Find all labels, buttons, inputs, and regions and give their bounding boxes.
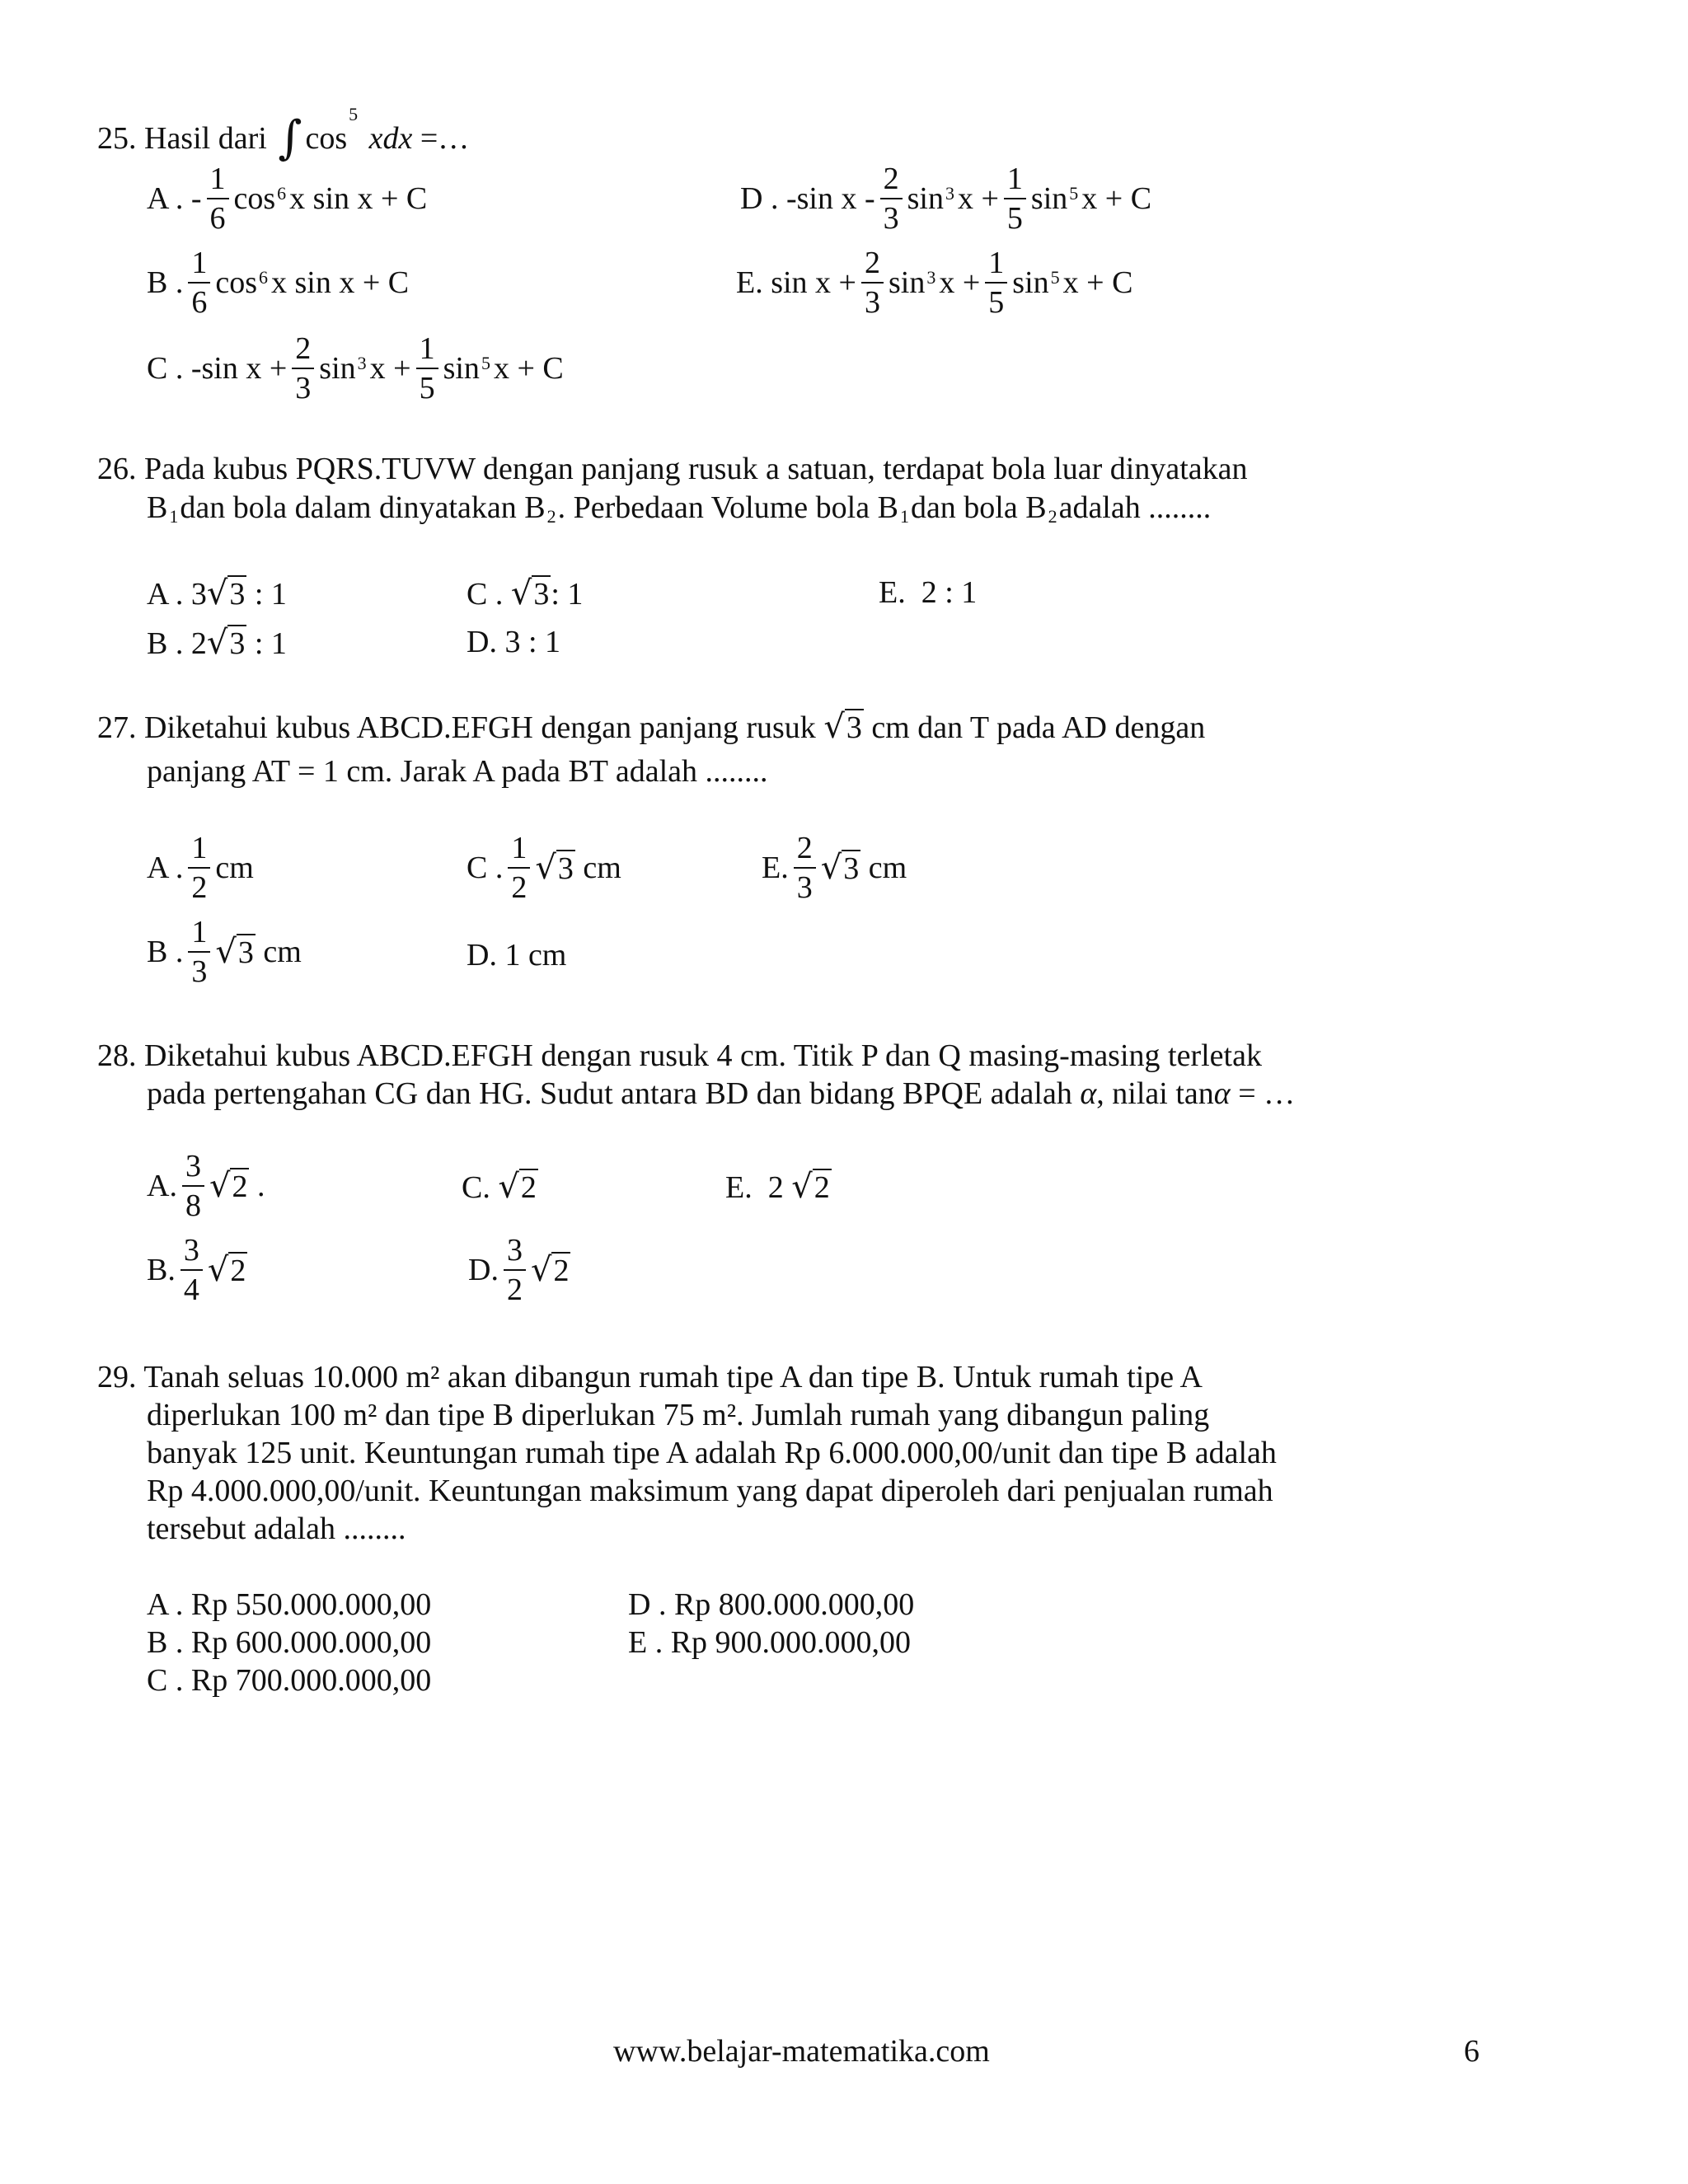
subscript: 1 <box>899 506 909 527</box>
question-29-line5: tersebut adalah ........ <box>147 1511 406 1546</box>
numerator: 1 <box>188 832 210 869</box>
option-28-b <box>147 1235 247 1305</box>
exponent: 6 <box>277 183 287 204</box>
option-label: D . -sin x - <box>740 181 875 216</box>
question-number: 27. <box>97 710 137 745</box>
exponent: 5 <box>1050 267 1060 288</box>
square-root: √3 <box>535 849 574 887</box>
function-name: sin <box>1012 265 1049 300</box>
option-tail: cm <box>263 935 302 969</box>
option-label: C . -sin x + <box>147 351 288 386</box>
option-29-c: C . Rp 700.000.000,00 <box>147 1663 432 1698</box>
question-27-line2: panjang AT = 1 cm. Jarak A pada BT adalah ........ <box>147 754 768 789</box>
question-29-line4: Rp 4.000.000,00/unit. Keuntungan maksimum yang dapat diperoleh dari penjualan rumah <box>147 1474 1273 1508</box>
option-label: A . - <box>147 181 202 216</box>
function-name: cos <box>233 181 276 216</box>
radicand: 3 <box>843 851 860 886</box>
fraction <box>181 1235 203 1305</box>
option-label: E. 2 <box>725 1170 784 1205</box>
stem-text: Diketahui kubus ABCD.EFGH dengan panjang rusuk <box>144 710 816 745</box>
denominator: 3 <box>796 870 813 905</box>
option-mid: x + <box>369 351 411 386</box>
subscript: 2 <box>546 506 556 527</box>
square-root: √2 <box>530 1251 570 1289</box>
stem-text: Diketahui kubus ABCD.EFGH dengan rusuk 4 cm. Titik P dan Q masing-masing terletak <box>144 1038 1262 1073</box>
option-label: B . 2 <box>147 626 207 661</box>
option-29-d: D . Rp 800.000.000,00 <box>628 1587 915 1622</box>
option-28-d <box>468 1235 570 1305</box>
question-29-line2: diperlukan 100 m² dan tipe B diperlukan 75 m². Jumlah rumah yang dibangun paling <box>147 1398 1210 1432</box>
option-tail: . <box>256 1169 265 1203</box>
integral-sign: ∫ <box>278 111 302 165</box>
question-number: 25. <box>97 121 137 156</box>
option-label: D. <box>468 1253 499 1287</box>
option-tail: x + C <box>493 351 564 386</box>
option-tail: x + C <box>1062 265 1133 300</box>
numerator: 1 <box>985 247 1007 284</box>
stem-text: , nilai tan <box>1096 1076 1214 1111</box>
function-name: sin <box>889 265 926 300</box>
option-27-d: D. 1 cm <box>467 938 567 972</box>
fraction <box>985 247 1007 318</box>
square-root: √3 <box>206 624 246 662</box>
option-26-c <box>467 574 584 612</box>
numerator: 2 <box>292 333 314 369</box>
fraction <box>880 163 903 234</box>
numerator: 1 <box>207 163 229 199</box>
denominator: 6 <box>209 201 226 236</box>
option-29-e: E . Rp 900.000.000,00 <box>628 1625 912 1660</box>
option-27-a <box>147 832 254 903</box>
function-name: sin <box>1030 181 1068 216</box>
option-tail: : 1 <box>551 577 584 612</box>
alpha-symbol: α <box>1213 1076 1231 1111</box>
radicand: 2 <box>230 1254 246 1288</box>
option-tail: x + C <box>1081 181 1152 216</box>
radicand: 2 <box>814 1170 830 1205</box>
option-tail: cm <box>215 851 254 885</box>
option-label: C. <box>462 1170 490 1205</box>
radicand: 2 <box>553 1254 570 1288</box>
option-27-c <box>467 832 621 903</box>
stem-text: B <box>147 490 168 525</box>
radicand: 2 <box>520 1170 537 1205</box>
question-number: 29. <box>97 1360 137 1394</box>
denominator: 3 <box>865 285 880 320</box>
option-29-a: A . Rp 550.000.000,00 <box>147 1587 432 1622</box>
denominator: 5 <box>988 285 1005 320</box>
option-29-b: B . Rp 600.000.000,00 <box>147 1625 432 1660</box>
option-28-e <box>725 1168 832 1206</box>
exponent: 6 <box>259 267 269 288</box>
numerator: 1 <box>188 247 210 284</box>
question-number: 26. <box>97 452 137 486</box>
radicand: 3 <box>237 935 254 970</box>
option-label: E. <box>762 851 789 885</box>
square-root: √3 <box>823 708 862 746</box>
fraction <box>794 832 816 903</box>
alpha-symbol: α <box>1080 1076 1097 1111</box>
function-name: sin <box>443 351 480 386</box>
fraction <box>416 333 438 404</box>
denominator: 8 <box>185 1188 201 1223</box>
denominator: 3 <box>883 201 899 236</box>
fraction <box>182 1151 204 1221</box>
radicand: 3 <box>229 626 246 661</box>
denominator: 2 <box>506 1272 523 1307</box>
option-mid: x + <box>939 265 981 300</box>
fraction <box>861 247 884 318</box>
option-tail: x sin x + C <box>289 181 428 216</box>
fraction <box>292 333 314 404</box>
option-26-a <box>147 574 287 612</box>
denominator: 5 <box>1006 201 1023 236</box>
denominator: 5 <box>419 371 435 405</box>
denominator: 2 <box>191 870 208 905</box>
numerator: 1 <box>188 916 210 953</box>
denominator: 3 <box>191 954 208 989</box>
numerator: 1 <box>416 333 438 369</box>
stem-text: pada pertengahan CG dan HG. Sudut antara BD dan bidang BPQE adalah <box>147 1076 1072 1111</box>
square-root: √3 <box>206 574 246 612</box>
denominator: 6 <box>191 285 208 320</box>
question-27-line1 <box>97 708 1206 746</box>
question-26-line2 <box>147 490 1212 527</box>
question-28-line2 <box>147 1078 1295 1109</box>
square-root: √3 <box>510 574 550 612</box>
fraction <box>188 916 210 987</box>
square-root: √3 <box>215 933 254 971</box>
radicand: 3 <box>533 577 550 612</box>
option-label: B . <box>147 265 184 300</box>
stem-text: Hasil dari <box>144 121 267 156</box>
numerator: 3 <box>182 1151 204 1187</box>
exponent: 3 <box>357 353 367 373</box>
option-label: A. <box>147 1169 177 1203</box>
footer-url: www.belajar-matematika.com <box>613 2034 990 2069</box>
option-label: B. <box>147 1253 176 1287</box>
stem-text: Pada kubus PQRS.TUVW dengan panjang rusuk a satuan, terdapat bola luar dinyatakan <box>144 452 1248 486</box>
page-number: 6 <box>1464 2034 1479 2069</box>
option-27-e <box>762 832 907 903</box>
stem-text: dan bola B <box>910 490 1047 525</box>
option-label: B . <box>147 935 184 969</box>
fraction <box>1004 163 1026 234</box>
function-name: cos <box>305 121 348 156</box>
option-mid: x + <box>957 181 999 216</box>
stem-text: . Perbedaan Volume bola B <box>557 490 898 525</box>
square-root: √3 <box>820 849 860 887</box>
function-name: cos <box>215 265 258 300</box>
exponent: 5 <box>1069 183 1079 204</box>
exponent: 3 <box>945 183 954 204</box>
square-root: √2 <box>207 1251 246 1289</box>
exponent: 5 <box>481 353 490 373</box>
radicand: 3 <box>846 710 862 745</box>
option-label: A . <box>147 851 184 885</box>
question-28-line1 <box>97 1040 1262 1071</box>
numerator: 2 <box>861 247 884 284</box>
option-tail: : 1 <box>246 626 287 661</box>
radicand: 2 <box>232 1169 248 1204</box>
numerator: 1 <box>508 832 530 869</box>
option-25-e <box>736 247 1132 318</box>
fraction <box>504 1235 526 1305</box>
function-name: sin <box>319 351 356 386</box>
option-27-b <box>147 916 302 987</box>
square-root: √2 <box>209 1167 248 1205</box>
option-tail: cm <box>583 851 621 885</box>
option-label: E. sin x + <box>736 265 856 300</box>
numerator: 2 <box>794 832 816 869</box>
option-label: C . <box>467 577 504 612</box>
option-25-a <box>147 163 427 234</box>
radicand: 3 <box>557 851 574 886</box>
stem-text: = … <box>1238 1076 1296 1111</box>
square-root: √2 <box>791 1168 830 1206</box>
fraction <box>207 163 229 234</box>
numerator: 1 <box>1004 163 1026 199</box>
denominator: 4 <box>183 1272 199 1307</box>
option-25-d <box>740 163 1151 234</box>
subscript: 2 <box>1048 506 1057 527</box>
question-25-stem <box>97 104 470 165</box>
fraction <box>188 247 210 318</box>
fraction <box>508 832 530 903</box>
option-28-a <box>147 1151 265 1221</box>
question-29-line3: banyak 125 unit. Keuntungan rumah tipe A adalah Rp 6.000.000,00/unit dan tipe B adalah <box>147 1436 1277 1470</box>
stem-text: cm dan T pada AD dengan <box>871 710 1206 745</box>
radicand: 3 <box>229 577 246 612</box>
exponent: 5 <box>349 104 359 124</box>
stem-text: Tanah seluas 10.000 m² akan dibangun rumah tipe A dan tipe B. Untuk rumah tipe A <box>143 1360 1203 1394</box>
exponent: 3 <box>926 267 936 288</box>
function-name: sin <box>907 181 944 216</box>
option-tail: x sin x + C <box>271 265 410 300</box>
question-number: 28. <box>97 1038 137 1073</box>
denominator: 3 <box>295 371 312 405</box>
option-label: A . 3 <box>147 577 207 612</box>
stem-text: adalah ........ <box>1058 490 1212 525</box>
option-25-c <box>147 333 564 404</box>
option-26-e: E. 2 : 1 <box>879 575 978 610</box>
denominator: 2 <box>511 870 528 905</box>
square-root: √2 <box>498 1168 537 1206</box>
option-28-c <box>462 1168 538 1206</box>
numerator: 3 <box>181 1235 203 1271</box>
option-26-b <box>147 624 287 662</box>
fraction <box>188 832 210 903</box>
variable: xdx <box>368 121 413 156</box>
option-tail: cm <box>868 851 907 885</box>
question-26-line1 <box>97 453 1247 485</box>
numerator: 2 <box>880 163 903 199</box>
numerator: 3 <box>504 1235 526 1271</box>
option-tail: : 1 <box>246 577 287 612</box>
question-29-line1 <box>97 1361 1203 1393</box>
stem-tail: =… <box>420 121 470 156</box>
option-25-b <box>147 247 409 318</box>
option-26-d: D. 3 : 1 <box>467 625 560 659</box>
subscript: 1 <box>169 506 179 527</box>
stem-text: dan bola dalam dinyatakan B <box>180 490 546 525</box>
option-label: C . <box>467 851 504 885</box>
